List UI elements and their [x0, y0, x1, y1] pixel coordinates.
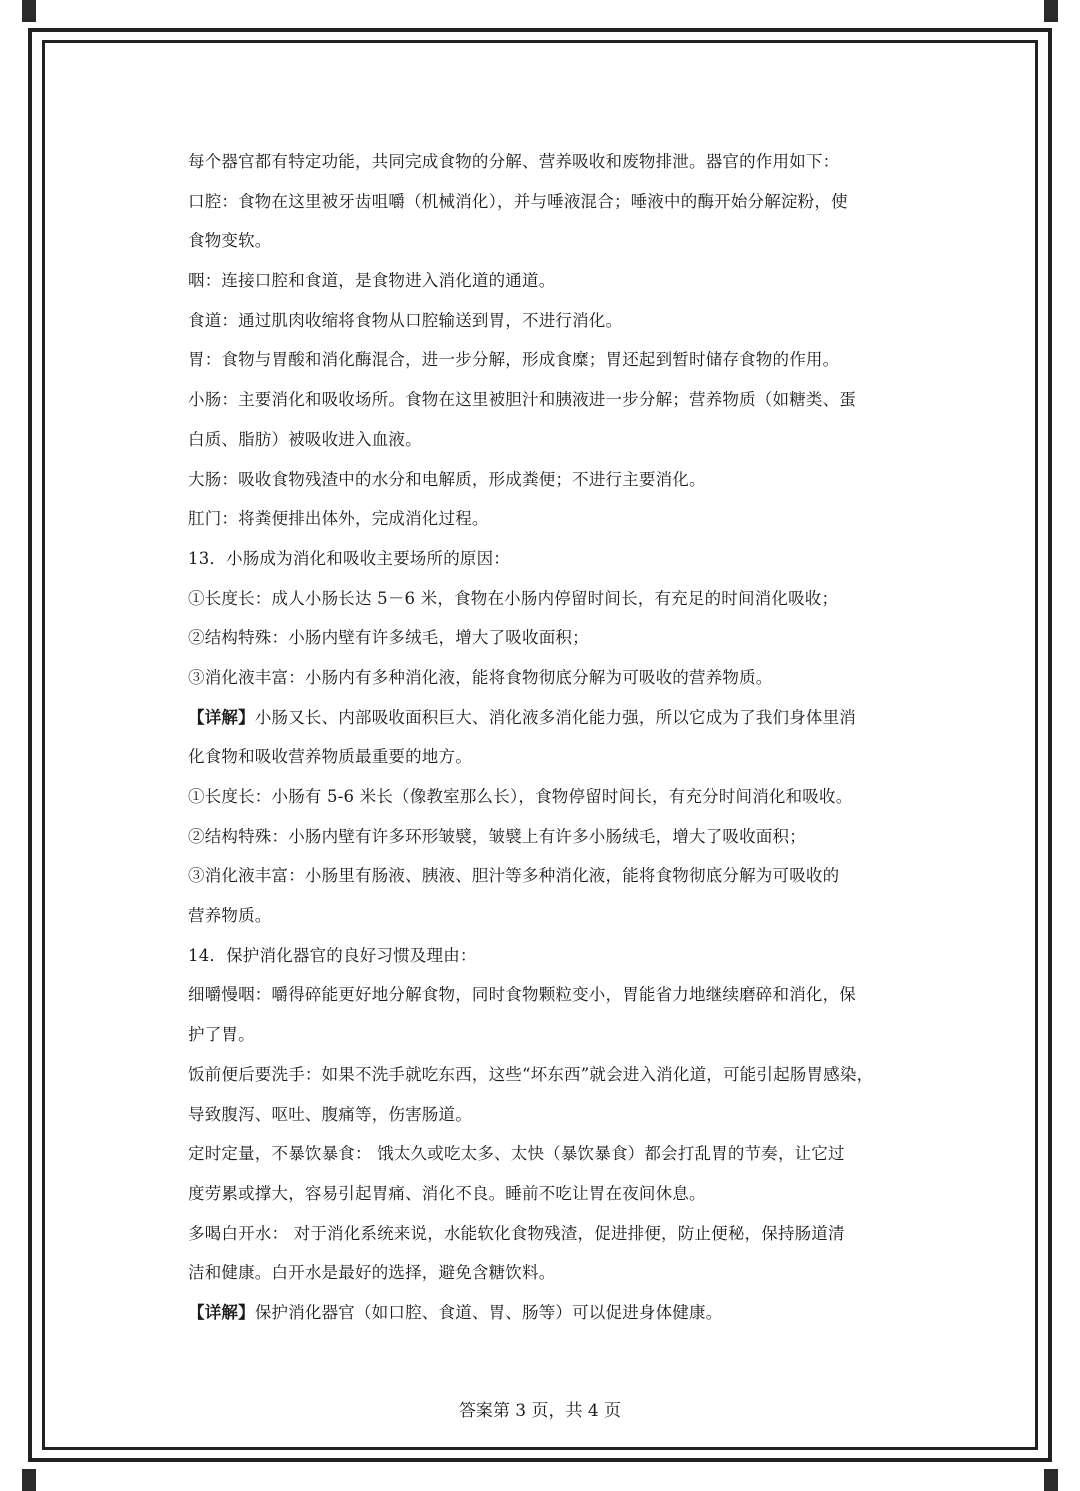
habit-chew-1: 细嚼慢咽：嚼得碎能更好地分解食物，同时食物颗粒变小，胃能省力地继续磨碎和消化，保 — [188, 985, 856, 1005]
reason-length: ①长度长：成人小肠长达 5－6 米，食物在小肠内停留时间长，有充足的时间消化吸收； — [188, 588, 839, 608]
corner-mark-bottom-left — [22, 1469, 36, 1491]
habit-wash-hands-2: 导致腹泻、呕吐、腹痛等，伤害肠道。 — [188, 1104, 472, 1124]
habit-wash-hands-1: 饭前便后要洗手：如果不洗手就吃东西，这些“坏东西”就会进入消化道，可能引起肠胃感染， — [188, 1064, 874, 1084]
explanation-13-line-1 — [188, 708, 894, 728]
detail-digestive-juice-2: 营养物质。 — [188, 906, 272, 926]
habit-regular-meals-1: 定时定量，不暴饮暴食： 饿太久或吃太多、太快（暴饮暴食）都会打乱胃的节奏，让它过 — [188, 1144, 845, 1164]
reason-digestive-juice: ③消化液丰富：小肠内有多种消化液，能将食物彻底分解为可吸收的营养物质。 — [188, 667, 773, 687]
corner-mark-top-left — [22, 0, 36, 22]
small-intestine-line-2: 白质、脂肪）被吸收进入血液。 — [188, 429, 422, 449]
habit-water-2: 洁和健康。白开水是最好的选择，避免含糖饮料。 — [188, 1263, 556, 1283]
esophagus-line: 食道：通过肌肉收缩将食物从口腔输送到胃，不进行消化。 — [188, 310, 623, 330]
detail-structure: ②结构特殊：小肠内壁有许多环形皱襞，皱襞上有许多小肠绒毛，增大了吸收面积； — [188, 826, 806, 846]
detail-length: ①长度长：小肠有 5-6 米长（像教室那么长），食物停留时间长，有充分时间消化和吸收。 — [188, 787, 853, 806]
organ-intro: 每个器官都有特定功能，共同完成食物的分解、营养吸收和废物排泄。器官的作用如下： — [188, 152, 840, 171]
explanation-tag: 【详解】 — [188, 707, 255, 727]
reason-structure: ②结构特殊：小肠内壁有许多绒毛，增大了吸收面积； — [188, 628, 589, 648]
large-intestine-line: 大肠：吸收食物残渣中的水分和电解质，形成粪便；不进行主要消化。 — [188, 469, 706, 489]
anus-line: 肛门：将粪便排出体外，完成消化过程。 — [188, 509, 489, 529]
stomach-line: 胃：食物与胃酸和消化酶混合，进一步分解，形成食糜；胃还起到暂时储存食物的作用。 — [188, 350, 840, 370]
explanation-tag-2: 【详解】 — [188, 1302, 255, 1322]
habit-water-1: 多喝白开水： 对于消化系统来说，水能软化食物残渣，促进排便，防止便秘，保持肠道清 — [188, 1223, 845, 1243]
pharynx-line: 咽：连接口腔和食道，是食物进入消化道的通道。 — [188, 271, 556, 291]
question-14-heading: 14．保护消化器官的良好习惯及理由： — [188, 945, 477, 965]
mouth-line-2: 食物变软。 — [188, 231, 272, 251]
detail-digestive-juice-1: ③消化液丰富：小肠里有肠液、胰液、胆汁等多种消化液，能将食物彻底分解为可吸收的 — [188, 866, 840, 886]
habit-regular-meals-2: 度劳累或撑大，容易引起胃痛、消化不良。睡前不吃让胃在夜间休息。 — [188, 1183, 706, 1203]
habit-chew-2: 护了胃。 — [188, 1025, 255, 1045]
explanation-14 — [188, 1303, 894, 1323]
answer-content — [188, 152, 894, 1343]
corner-mark-bottom-right — [1044, 1469, 1058, 1491]
explanation-14-text: 保护消化器官（如口腔、食道、胃、肠等）可以促进身体健康。 — [254, 1302, 723, 1322]
corner-mark-top-right — [1044, 0, 1058, 22]
explanation-13-text: 小肠又长、内部吸收面积巨大、消化液多消化能力强，所以它成为了我们身体里消 — [254, 707, 857, 727]
question-13-heading: 13．小肠成为消化和吸收主要场所的原因： — [188, 548, 510, 568]
small-intestine-line-1: 小肠：主要消化和吸收场所。食物在这里被胆汁和胰液进一步分解；营养物质（如糖类、蛋 — [188, 390, 856, 410]
page-number-footer: 答案第 3 页，共 4 页 — [458, 1401, 622, 1421]
explanation-13-line-2: 化食物和吸收营养物质最重要的地方。 — [188, 747, 472, 767]
mouth-line-1: 口腔：食物在这里被牙齿咀嚼（机械消化），并与唾液混合；唾液中的酶开始分解淀粉，使 — [188, 191, 848, 211]
